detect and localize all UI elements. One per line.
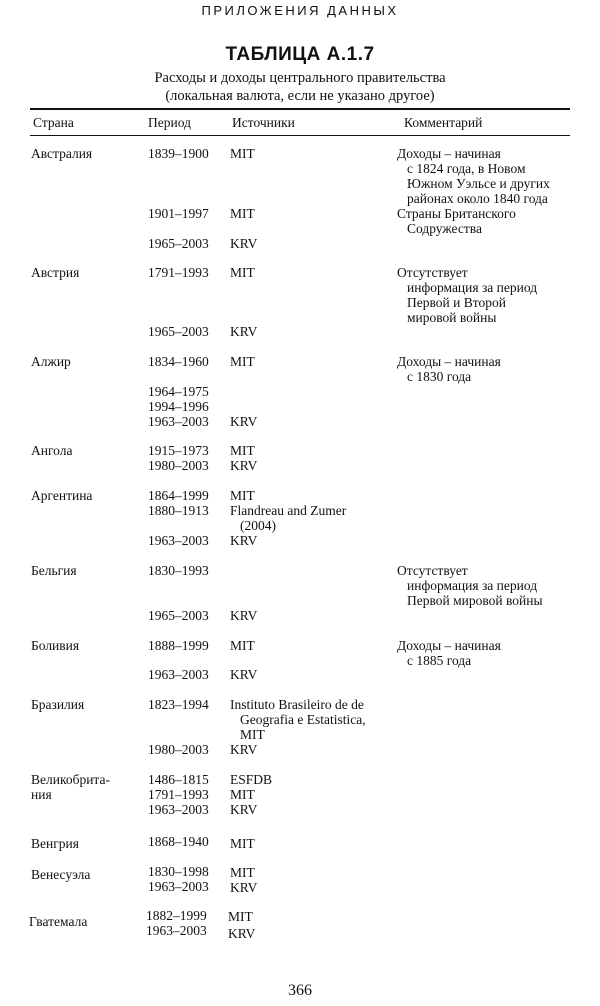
- period-cell: 1864–1999: [148, 488, 209, 503]
- period-cell: 1963–2003: [148, 667, 209, 682]
- source-cell: MIT: [230, 354, 255, 369]
- comment-cell: Отсутствует: [397, 563, 468, 578]
- country-cell: Бельгия: [31, 563, 77, 578]
- source-cell: KRV: [230, 880, 258, 895]
- country-cell: Великобрита-: [31, 772, 110, 787]
- source-cell: MIT: [230, 836, 255, 851]
- country-cell: Алжир: [31, 354, 71, 369]
- period-cell: 1823–1994: [148, 697, 209, 712]
- country-cell: Ангола: [31, 443, 73, 458]
- comment-cell: Южном Уэльсе и других: [407, 176, 550, 191]
- country-cell: Венесуэла: [31, 867, 91, 882]
- country-cell: Боливия: [31, 638, 80, 653]
- comment-cell: Доходы – начиная: [397, 638, 501, 653]
- source-cell: KRV: [230, 667, 258, 682]
- period-cell: 1965–2003: [148, 324, 209, 339]
- comment-cell: Доходы – начиная: [397, 146, 501, 161]
- period-cell: 1888–1999: [148, 638, 209, 653]
- country-cell: Бразилия: [31, 697, 85, 712]
- column-header-sources: Источники: [232, 115, 295, 130]
- period-cell: 1915–1973: [148, 443, 209, 458]
- column-header-comment: Комментарий: [404, 115, 483, 130]
- source-cell: KRV: [230, 802, 258, 817]
- source-cell: KRV: [230, 414, 258, 429]
- page-number: 366: [288, 982, 312, 999]
- country-cell: Австрия: [31, 265, 80, 280]
- source-cell: Geografia e Estatistica,: [240, 712, 366, 727]
- source-cell: MIT: [230, 488, 255, 503]
- period-cell: 1963–2003: [148, 879, 209, 894]
- country-cell: ния: [31, 787, 52, 802]
- period-cell: 1791–1993: [148, 787, 209, 802]
- period-cell: 1964–1975: [148, 384, 209, 399]
- running-head: ПРИЛОЖЕНИЯ ДАННЫХ: [201, 3, 399, 18]
- comment-cell: информация за период: [407, 280, 538, 295]
- period-cell: 1839–1900: [148, 146, 209, 161]
- comment-cell: Доходы – начиная: [397, 354, 501, 369]
- header-rule: [30, 135, 570, 136]
- period-cell: 1830–1998: [148, 864, 209, 879]
- country-cell: Венгрия: [31, 836, 79, 851]
- period-cell: 1880–1913: [148, 503, 209, 518]
- comment-cell: с 1824 года, в Новом: [407, 161, 526, 176]
- period-cell: 1830–1993: [148, 563, 209, 578]
- period-cell: 1834–1960: [148, 354, 209, 369]
- source-cell: Instituto Brasileiro de de: [230, 697, 364, 712]
- comment-cell: районах около 1840 года: [407, 191, 548, 206]
- comment-cell: Первой мировой войны: [407, 593, 543, 608]
- period-cell: 1486–1815: [148, 772, 209, 787]
- period-cell: 1994–1996: [148, 399, 209, 414]
- comment-cell: Первой и Второй: [407, 295, 506, 310]
- source-cell: (2004): [240, 518, 276, 533]
- period-cell: 1868–1940: [148, 834, 209, 849]
- country-cell: Гватемала: [29, 914, 88, 929]
- comment-cell: с 1830 года: [407, 369, 472, 384]
- source-cell: MIT: [230, 265, 255, 280]
- source-cell: MIT: [230, 638, 255, 653]
- comment-cell: с 1885 года: [407, 653, 472, 668]
- source-cell: KRV: [230, 458, 258, 473]
- comment-cell: информация за период: [407, 578, 538, 593]
- column-header-period: Период: [148, 115, 191, 130]
- period-cell: 1963–2003: [148, 802, 209, 817]
- source-cell: KRV: [230, 236, 258, 251]
- period-cell: 1980–2003: [148, 742, 209, 757]
- comment-cell: Отсутствует: [397, 265, 468, 280]
- source-cell: KRV: [230, 608, 258, 623]
- period-cell: 1980–2003: [148, 458, 209, 473]
- country-cell: Аргентина: [31, 488, 93, 503]
- comment-cell: Страны Британского: [397, 206, 516, 221]
- column-header-country: Страна: [33, 115, 74, 130]
- source-cell: MIT: [230, 865, 255, 880]
- period-cell: 1963–2003: [146, 923, 207, 938]
- source-cell: KRV: [228, 926, 256, 941]
- period-cell: 1965–2003: [148, 608, 209, 623]
- source-cell: Flandreau and Zumer: [230, 503, 347, 518]
- period-cell: 1882–1999: [146, 908, 207, 923]
- source-cell: MIT: [240, 727, 265, 742]
- table-subtitle-note: (локальная валюта, если не указано другое): [165, 88, 435, 104]
- table-title: ТАБЛИЦА А.1.7: [225, 44, 375, 65]
- table-subtitle: Расходы и доходы центрального правительства: [154, 70, 446, 86]
- source-cell: KRV: [230, 533, 258, 548]
- country-cell: Австралия: [31, 146, 93, 161]
- source-cell: MIT: [230, 787, 255, 802]
- period-cell: 1963–2003: [148, 414, 209, 429]
- period-cell: 1791–1993: [148, 265, 209, 280]
- period-cell: 1901–1997: [148, 206, 209, 221]
- source-cell: KRV: [230, 742, 258, 757]
- source-cell: MIT: [230, 146, 255, 161]
- source-cell: MIT: [230, 206, 255, 221]
- source-cell: MIT: [228, 909, 253, 924]
- source-cell: MIT: [230, 443, 255, 458]
- source-cell: KRV: [230, 324, 258, 339]
- period-cell: 1965–2003: [148, 236, 209, 251]
- top-rule: [30, 108, 570, 110]
- comment-cell: Содружества: [407, 221, 482, 236]
- period-cell: 1963–2003: [148, 533, 209, 548]
- source-cell: ESFDB: [230, 772, 273, 787]
- comment-cell: мировой войны: [407, 310, 497, 325]
